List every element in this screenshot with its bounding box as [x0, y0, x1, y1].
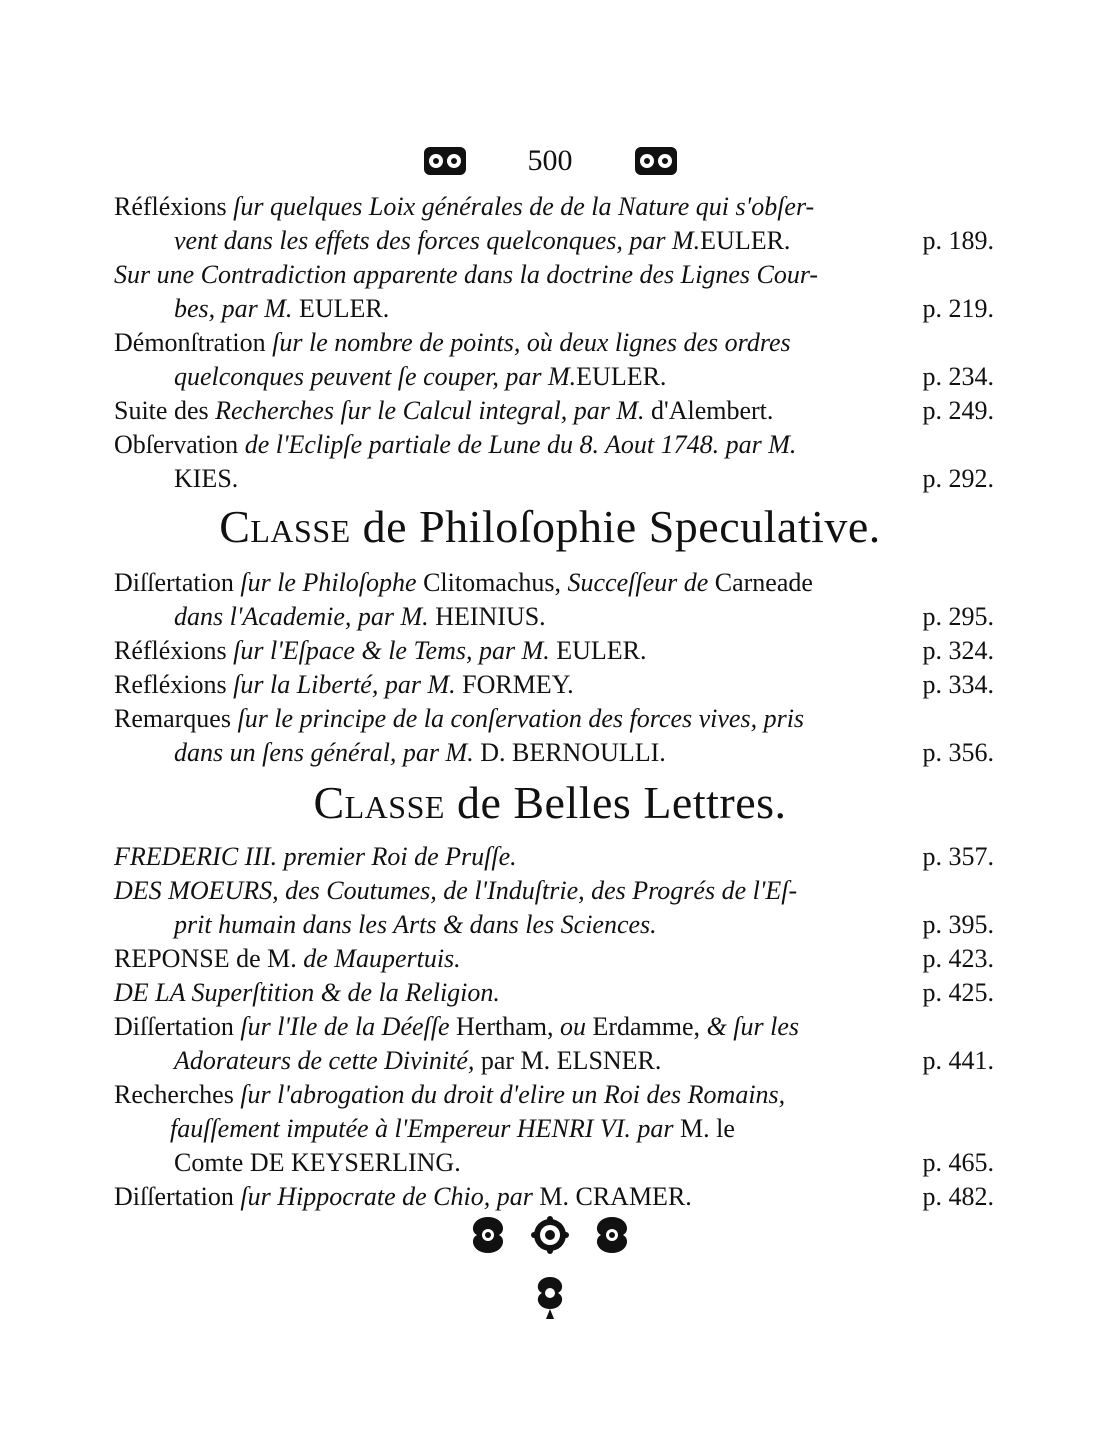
entry-text: M. le [673, 1114, 735, 1143]
entry-text: Suite des [114, 396, 216, 425]
page-ref: p. 423. [922, 944, 994, 973]
entry-text: Clitomachus, [423, 568, 568, 597]
fleuron-right-icon [633, 141, 679, 181]
page-ref: p. 324. [922, 636, 994, 665]
entry-text: ſur la Liberté, par M. [233, 670, 456, 699]
entry-text: ſur le principe de la conſervation des forces vives, pris [237, 704, 805, 733]
entry-text: de Maupertuis. [303, 944, 461, 973]
entry [114, 668, 994, 702]
entry [114, 702, 994, 770]
page-ref: p. 249. [922, 396, 994, 425]
rosette-icon [525, 1213, 575, 1257]
entry [114, 428, 994, 496]
entry-text: fauſſement imputée à l'Empereur HENRI VI. par [170, 1114, 674, 1143]
entry-text: EULER. [549, 636, 647, 665]
entry-text: EULER. [700, 226, 791, 255]
entry-text: Obſervation [114, 430, 245, 459]
cul-de-lampe-icon [530, 1275, 570, 1321]
entry-text: Réfléxions [114, 636, 234, 665]
entry-text: ſur le nombre de points, où deux lignes des ordres [272, 328, 791, 357]
entry-text: M. CRAMER. [532, 1182, 692, 1211]
entry-text: Hertham, [456, 1012, 560, 1041]
entry-text: Recherches ſur le Calcul integral, par M. [215, 396, 645, 425]
entry-text: ſur l'abrogation du droit d'elire un Roi des Romains, [240, 1080, 786, 1109]
entry [114, 190, 994, 258]
entry-text: par M. ELSNER. [474, 1046, 662, 1075]
section3-entries [114, 840, 994, 1214]
entry-text: Diſſertation [114, 1012, 241, 1041]
entry-text: & ſur les [706, 1012, 800, 1041]
entry-text: ſur quelques Loix générales de de la Nature qui s'obſer- [233, 192, 815, 221]
page-ref: p. 292. [922, 464, 994, 493]
fleuron-icon [463, 1213, 513, 1257]
entry [114, 840, 994, 874]
entry-text: Sur une Contradiction apparente dans la doctrine des Lignes Cour- [114, 260, 819, 289]
section-heading-belles-lettres [0, 776, 1100, 829]
page-ref: p. 189. [922, 226, 994, 255]
entry-text: Recherches [114, 1080, 241, 1109]
entry [114, 326, 994, 394]
heading-rest: de Philoſophie Speculative. [350, 501, 881, 552]
heading-classe: Classe [313, 777, 445, 828]
page-header [0, 136, 1100, 186]
heading-classe: Classe [219, 501, 351, 552]
page-ref: p. 334. [922, 670, 994, 699]
entry-text: ſur l'Eſpace & le Tems, par M. [233, 636, 550, 665]
entry [114, 1078, 994, 1180]
fleuron-icon [587, 1213, 637, 1257]
entry-text: D. BERNOULLI. [473, 738, 666, 767]
entry-text: EULER. [576, 362, 667, 391]
entry-text: REPONSE de M. [114, 944, 304, 973]
entry-text: bes, par M. [174, 294, 293, 323]
page-ref: p. 295. [922, 602, 994, 631]
entry-text: d'Alembert. [644, 396, 774, 425]
entry [114, 634, 994, 668]
entry [114, 258, 994, 326]
entry-text: de l'Eclipſe partiale de Lune du 8. Aout 1748. par M. [244, 430, 797, 459]
entry-text: FORMEY. [455, 670, 574, 699]
section1-entries [114, 190, 994, 496]
entry-text: prit humain dans les Arts & dans les Sciences. [174, 910, 657, 939]
entry-text: Refléxions [114, 670, 234, 699]
footer-ornament-row [0, 1213, 1100, 1257]
entry-text: ou [559, 1012, 593, 1041]
entry [114, 566, 994, 634]
entry-text: ſur Hippocrate de Chio, par [240, 1182, 533, 1211]
entry-text: FREDERIC III. premier Roi de Pruſſe. [114, 842, 517, 871]
entry-text: DE LA Superſtition & de la Religion. [114, 978, 500, 1007]
entry [114, 1180, 994, 1214]
section2-entries [114, 566, 994, 770]
entry-text: dans l'Academie, par M. [174, 602, 429, 631]
section-heading-philosophie [0, 500, 1100, 553]
heading-rest: de Belles Lettres. [444, 777, 787, 828]
entry-text: Adorateurs de cette Divinité, [174, 1046, 475, 1075]
page-ref: p. 356. [922, 738, 994, 767]
entry-text: dans un ſens général, par M. [174, 738, 474, 767]
entry-text: Erdamme, [592, 1012, 707, 1041]
entry-text: Carneade [714, 568, 813, 597]
page-ref: p. 465. [922, 1148, 994, 1177]
page-ref: p. 357. [922, 842, 994, 871]
entry-text: ſur le Philoſophe [240, 568, 424, 597]
entry-text: Démonſtration [114, 328, 273, 357]
entry-text: Comte DE KEYSERLING. [174, 1148, 461, 1177]
page-ref: p. 441. [922, 1046, 994, 1075]
page-ref: p. 219. [922, 294, 994, 323]
entry-text: DES MOEURS, des Coutumes, de l'Induſtrie, des Progrés de l'Eſ- [114, 876, 798, 905]
entry [114, 1010, 994, 1078]
page-ref: p. 482. [922, 1182, 994, 1211]
page-ref: p. 425. [922, 978, 994, 1007]
page-number: 500 [527, 144, 573, 177]
entry-text: Diſſertation [114, 568, 241, 597]
entry-text: HEINIUS. [428, 602, 546, 631]
entry-text: quelconques peuvent ſe couper, par M. [174, 362, 577, 391]
fleuron-left-icon [422, 141, 468, 181]
entry-text: Succeſſeur de [567, 568, 715, 597]
entry-text: Diſſertation [114, 1182, 241, 1211]
entry-text: Remarques [114, 704, 238, 733]
entry-text: vent dans les effets des forces quelconques, par M. [174, 226, 701, 255]
page-ref: p. 395. [922, 910, 994, 939]
entry [114, 976, 994, 1010]
entry-text: KIES. [174, 464, 239, 493]
entry [114, 394, 994, 428]
entry-text: Réfléxions [114, 192, 234, 221]
entry-text: EULER. [292, 294, 390, 323]
entry [114, 942, 994, 976]
entry [114, 874, 994, 942]
footer-ornament-bottom [0, 1275, 1100, 1321]
entry-text: ſur l'Ile de la Déeſſe [240, 1012, 457, 1041]
page-ref: p. 234. [922, 362, 994, 391]
